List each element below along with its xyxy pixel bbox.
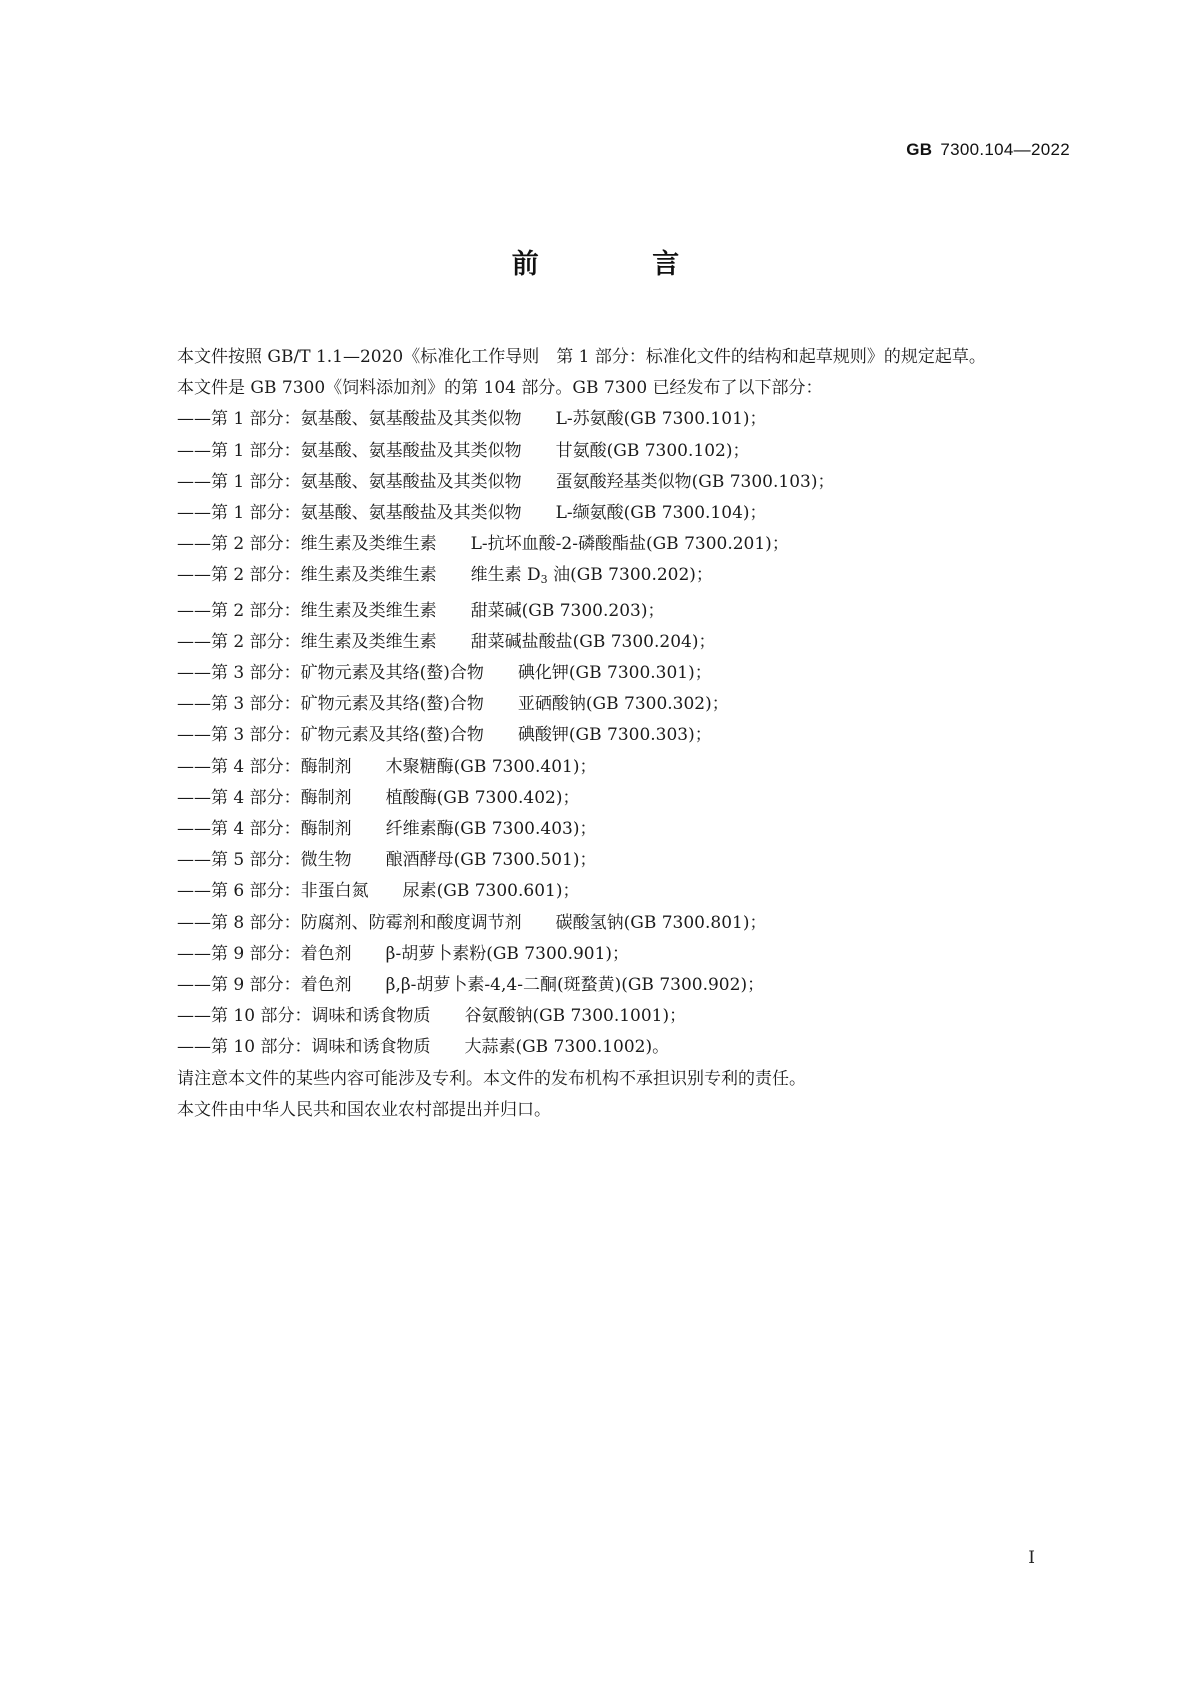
list-item [143,752,1071,783]
part-category: ——第 8 部分：防腐剂、防霉剂和酸度调节剂 [177,912,522,933]
list-item [143,689,1071,720]
list-item [143,845,1071,876]
part-category: ——第 4 部分：酶制剂 [177,756,352,777]
part-category: ——第 1 部分：氨基酸、氨基酸盐及其类似物 [177,440,522,461]
list-item [143,498,1071,529]
part-item: 甜菜碱(GB 7300.203)； [470,600,665,621]
list-item [143,970,1071,1001]
intro-paragraph-1: 本文件按照 GB/T 1.1—2020《标准化工作导则 第 1 部分：标准化文件的结构和起草规则》的规定起草。 [177,347,986,367]
list-item [143,404,1071,435]
list-item [143,1001,1071,1032]
part-category: ——第 4 部分：酶制剂 [177,787,352,808]
part-item: 碘化钾(GB 7300.301)； [517,663,712,684]
part-category: ——第 5 部分：微生物 [177,850,352,871]
part-category: ——第 9 部分：着色剂 [177,975,352,996]
list-item [143,908,1071,939]
part-category: ——第 1 部分：氨基酸、氨基酸盐及其类似物 [177,409,522,430]
list-item [143,876,1071,907]
part-item-suffix: 油(GB 7300.202)； [547,565,713,586]
proposer-statement: 本文件由中华人民共和国农业农村部提出并归口。 [177,1099,551,1120]
part-category: ——第 2 部分：维生素及类维生素 [177,600,437,621]
part-item: 植酸酶(GB 7300.402)； [385,787,580,808]
part-category: ——第 3 部分：矿物元素及其络(螯)合物 [177,663,484,684]
page-title: 前 言 [511,249,732,280]
list-item [143,436,1071,467]
part-item: 亚硒酸钠(GB 7300.302)； [517,694,729,715]
part-category: ——第 1 部分：氨基酸、氨基酸盐及其类似物 [177,471,522,492]
list-item [143,658,1071,689]
list-item [143,1032,1071,1063]
part-category: ——第 6 部分：非蛋白氮 [177,881,369,902]
standard-number [906,140,1070,160]
part-item-prefix: 维生素 D [470,565,541,586]
part-item: β-胡萝卜素粉(GB 7300.901)； [385,943,630,964]
part-category: ——第 2 部分：维生素及类维生素 [177,631,437,652]
part-item: L-苏氨酸(GB 7300.101)； [555,409,767,430]
page-number: I [1028,1548,1035,1568]
part-category: ——第 4 部分：酶制剂 [177,819,352,840]
part-item: L-抗坏血酸-2-磷酸酯盐(GB 7300.201)； [470,534,789,555]
list-item [143,627,1071,658]
list-item [143,529,1071,560]
list-item [143,560,1071,595]
list-item [143,596,1071,627]
part-item: 碳酸氢钠(GB 7300.801)； [555,912,767,933]
list-item [143,720,1071,751]
part-item: 木聚糖酶(GB 7300.401)； [385,756,597,777]
standard-prefix: GB [906,140,933,159]
list-item [143,814,1071,845]
part-category: ——第 10 部分：调味和诱食物质 [177,1006,431,1027]
part-item: 谷氨酸钠(GB 7300.1001)； [464,1006,687,1027]
part-item [471,565,713,585]
part-category: ——第 10 部分：调味和诱食物质 [177,1037,431,1058]
part-item: 甘氨酸(GB 7300.102)； [555,440,750,461]
preface-body [143,342,1071,1126]
part-category: ——第 9 部分：着色剂 [177,943,352,964]
part-item: 甜菜碱盐酸盐(GB 7300.204)； [470,631,716,652]
part-category: ——第 2 部分：维生素及类维生素 [177,534,437,555]
list-item [143,939,1071,970]
part-item: 蛋氨酸羟基类似物(GB 7300.103)； [555,471,835,492]
part-item: 大蒜素(GB 7300.1002)。 [464,1037,670,1058]
part-item: 纤维素酶(GB 7300.403)； [385,819,597,840]
part-item-subscript: 3 [540,573,548,587]
part-item: β,β-胡萝卜素-4,4-二酮(斑蝥黄)(GB 7300.902)； [385,975,765,996]
part-item: 碘酸钾(GB 7300.303)； [517,725,712,746]
part-category: ——第 1 部分：氨基酸、氨基酸盐及其类似物 [177,503,522,524]
standard-code: 7300.104—2022 [940,140,1070,159]
part-item: 酿酒酵母(GB 7300.501)； [385,850,597,871]
patent-notice: 请注意本文件的某些内容可能涉及专利。本文件的发布机构不承担识别专利的责任。 [177,1068,806,1089]
parts-list [143,404,1071,1063]
list-item [143,467,1071,498]
part-category: ——第 2 部分：维生素及类维生素 [177,565,437,586]
part-item: L-缬氨酸(GB 7300.104)； [555,503,767,524]
list-item [143,783,1071,814]
part-category: ——第 3 部分：矿物元素及其络(螯)合物 [177,725,484,746]
part-category: ——第 3 部分：矿物元素及其络(螯)合物 [177,694,484,715]
intro-paragraph-2: 本文件是 GB 7300《饲料添加剂》的第 104 部分。GB 7300 已经发布了以下部分： [177,378,823,399]
part-item: 尿素(GB 7300.601)； [402,881,580,902]
